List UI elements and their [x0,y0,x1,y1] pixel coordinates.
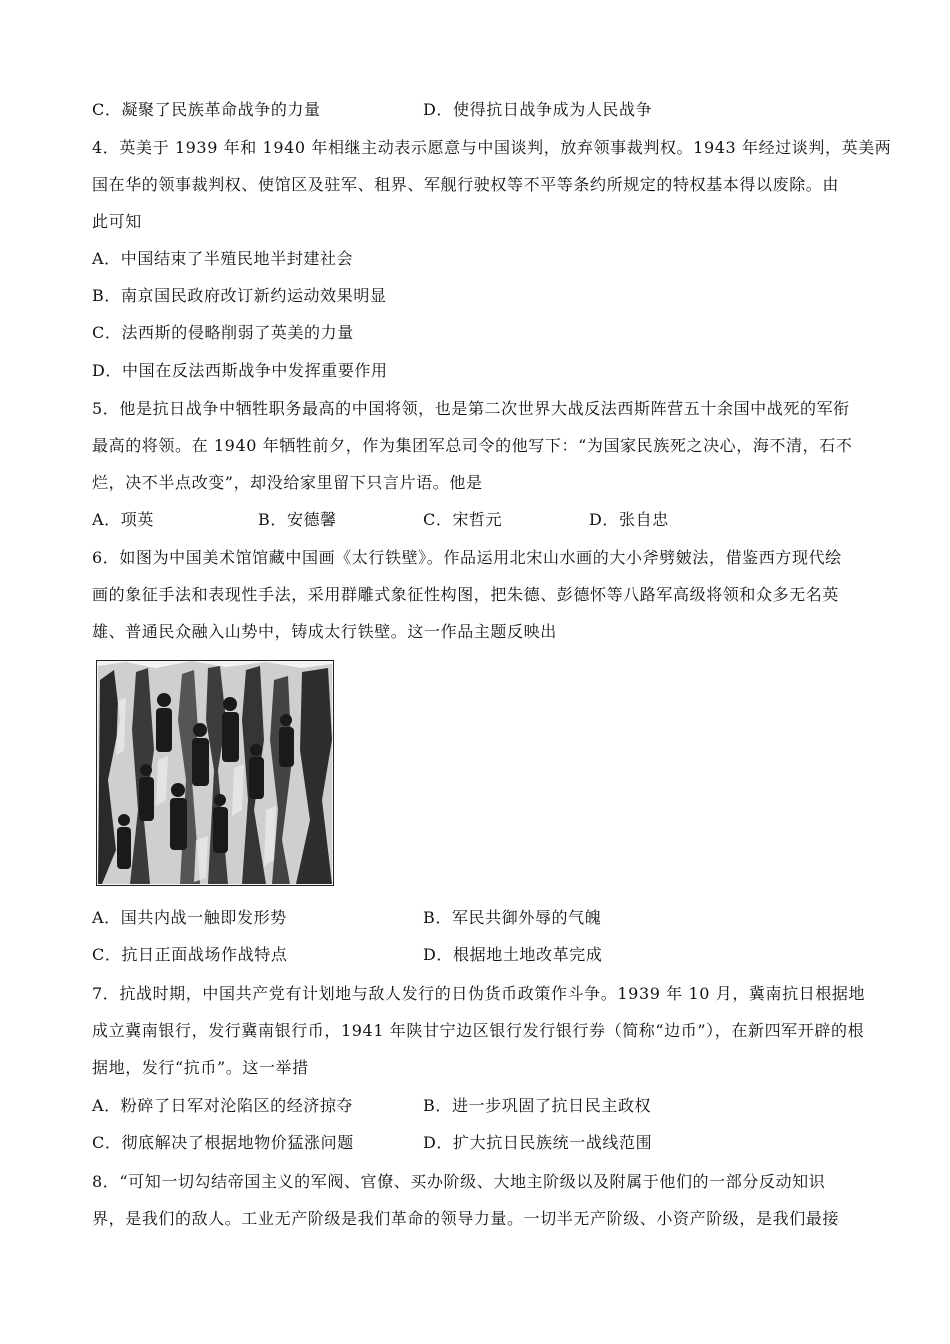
q8-stem-line: 界，是我们的敌人。工业无产阶级是我们革命的领导力量。一切半无产阶级、小资产阶级，是我们最接 [92,1209,840,1228]
q4-option-b: B．南京国民政府改订新约运动效果明显 [92,286,387,305]
q7-option-c: C．彻底解决了根据地物价猛涨问题 [92,1133,354,1152]
q5-option-b: B．安德馨 [258,510,337,529]
q6-option-b: B．军民共御外辱的气魄 [423,908,602,927]
q7-option-d: D．扩大抗日民族统一战线范围 [423,1133,653,1152]
q7-stem-line: 据地，发行“抗币”。这一举措 [92,1058,309,1077]
q4-option-a: A．中国结束了半殖民地半封建社会 [92,249,354,268]
q6-option-a: A．国共内战一触即发形势 [92,908,287,927]
q7-option-a: A．粉碎了日军对沦陷区的经济掠夺 [92,1096,354,1115]
q7-stem-line: 成立冀南银行，发行冀南银行币，1941 年陕甘宁边区银行发行银行券（简称“边币”），在新四军开辟的根 [92,1021,865,1040]
q4-stem-line: 4．英美于 1939 年和 1940 年相继主动表示愿意与中国谈判，放弃领事裁判权。1943 年经过谈判，英美两 [92,138,892,157]
q3-option-d: D．使得抗日战争成为人民战争 [423,100,653,119]
q5-option-c: C．宋哲元 [423,510,503,529]
q6-stem-line: 雄、普通民众融入山势中，铸成太行铁壁。这一作品主题反映出 [92,622,557,641]
q6-stem-line: 画的象征手法和表现性手法，采用群雕式象征性构图，把朱德、彭德怀等八路军高级将领和众多无名英 [92,585,840,604]
taihang-painting-image [96,660,334,886]
q6-option-d: D．根据地土地改革完成 [423,945,603,964]
q5-stem-line: 5．他是抗日战争中牺牲职务最高的中国将领，也是第二次世界大战反法西斯阵营五十余国中战死的军衔 [92,399,850,418]
q4-stem-line: 国在华的领事裁判权、使馆区及驻军、租界、军舰行驶权等不平等条约所规定的特权基本得以废除。由 [92,175,840,194]
q5-option-d: D．张自忠 [589,510,669,529]
q4-option-d: D．中国在反法西斯战争中发挥重要作用 [92,361,388,380]
q7-stem-line: 7．抗战时期，中国共产党有计划地与敌人发行的日伪货币政策作斗争。1939 年 10 月，冀南抗日根据地 [92,984,866,1003]
q6-option-c: C．抗日正面战场作战特点 [92,945,288,964]
q5-stem-line: 烂，决不半点改变”，却没给家里留下只言片语。他是 [92,473,483,492]
q5-stem-line: 最高的将领。在 1940 年牺牲前夕，作为集团军总司令的他写下：“为国家民族死之决心，海不清，石不 [92,436,853,455]
q5-option-a: A．项英 [92,510,154,529]
q4-option-c: C．法西斯的侵略削弱了英美的力量 [92,323,354,342]
q8-stem-line: 8．“可知一切勾结帝国主义的军阀、官僚、买办阶级、大地主阶级以及附属于他们的一部分反动知识 [92,1172,826,1191]
q6-stem-line: 6．如图为中国美术馆馆藏中国画《太行铁壁》。作品运用北宋山水画的大小斧劈皴法，借鉴西方现代绘 [92,548,842,567]
q4-stem-line: 此可知 [92,212,142,231]
q3-option-c: C．凝聚了民族革命战争的力量 [92,100,321,119]
q7-option-b: B．进一步巩固了抗日民主政权 [423,1096,652,1115]
